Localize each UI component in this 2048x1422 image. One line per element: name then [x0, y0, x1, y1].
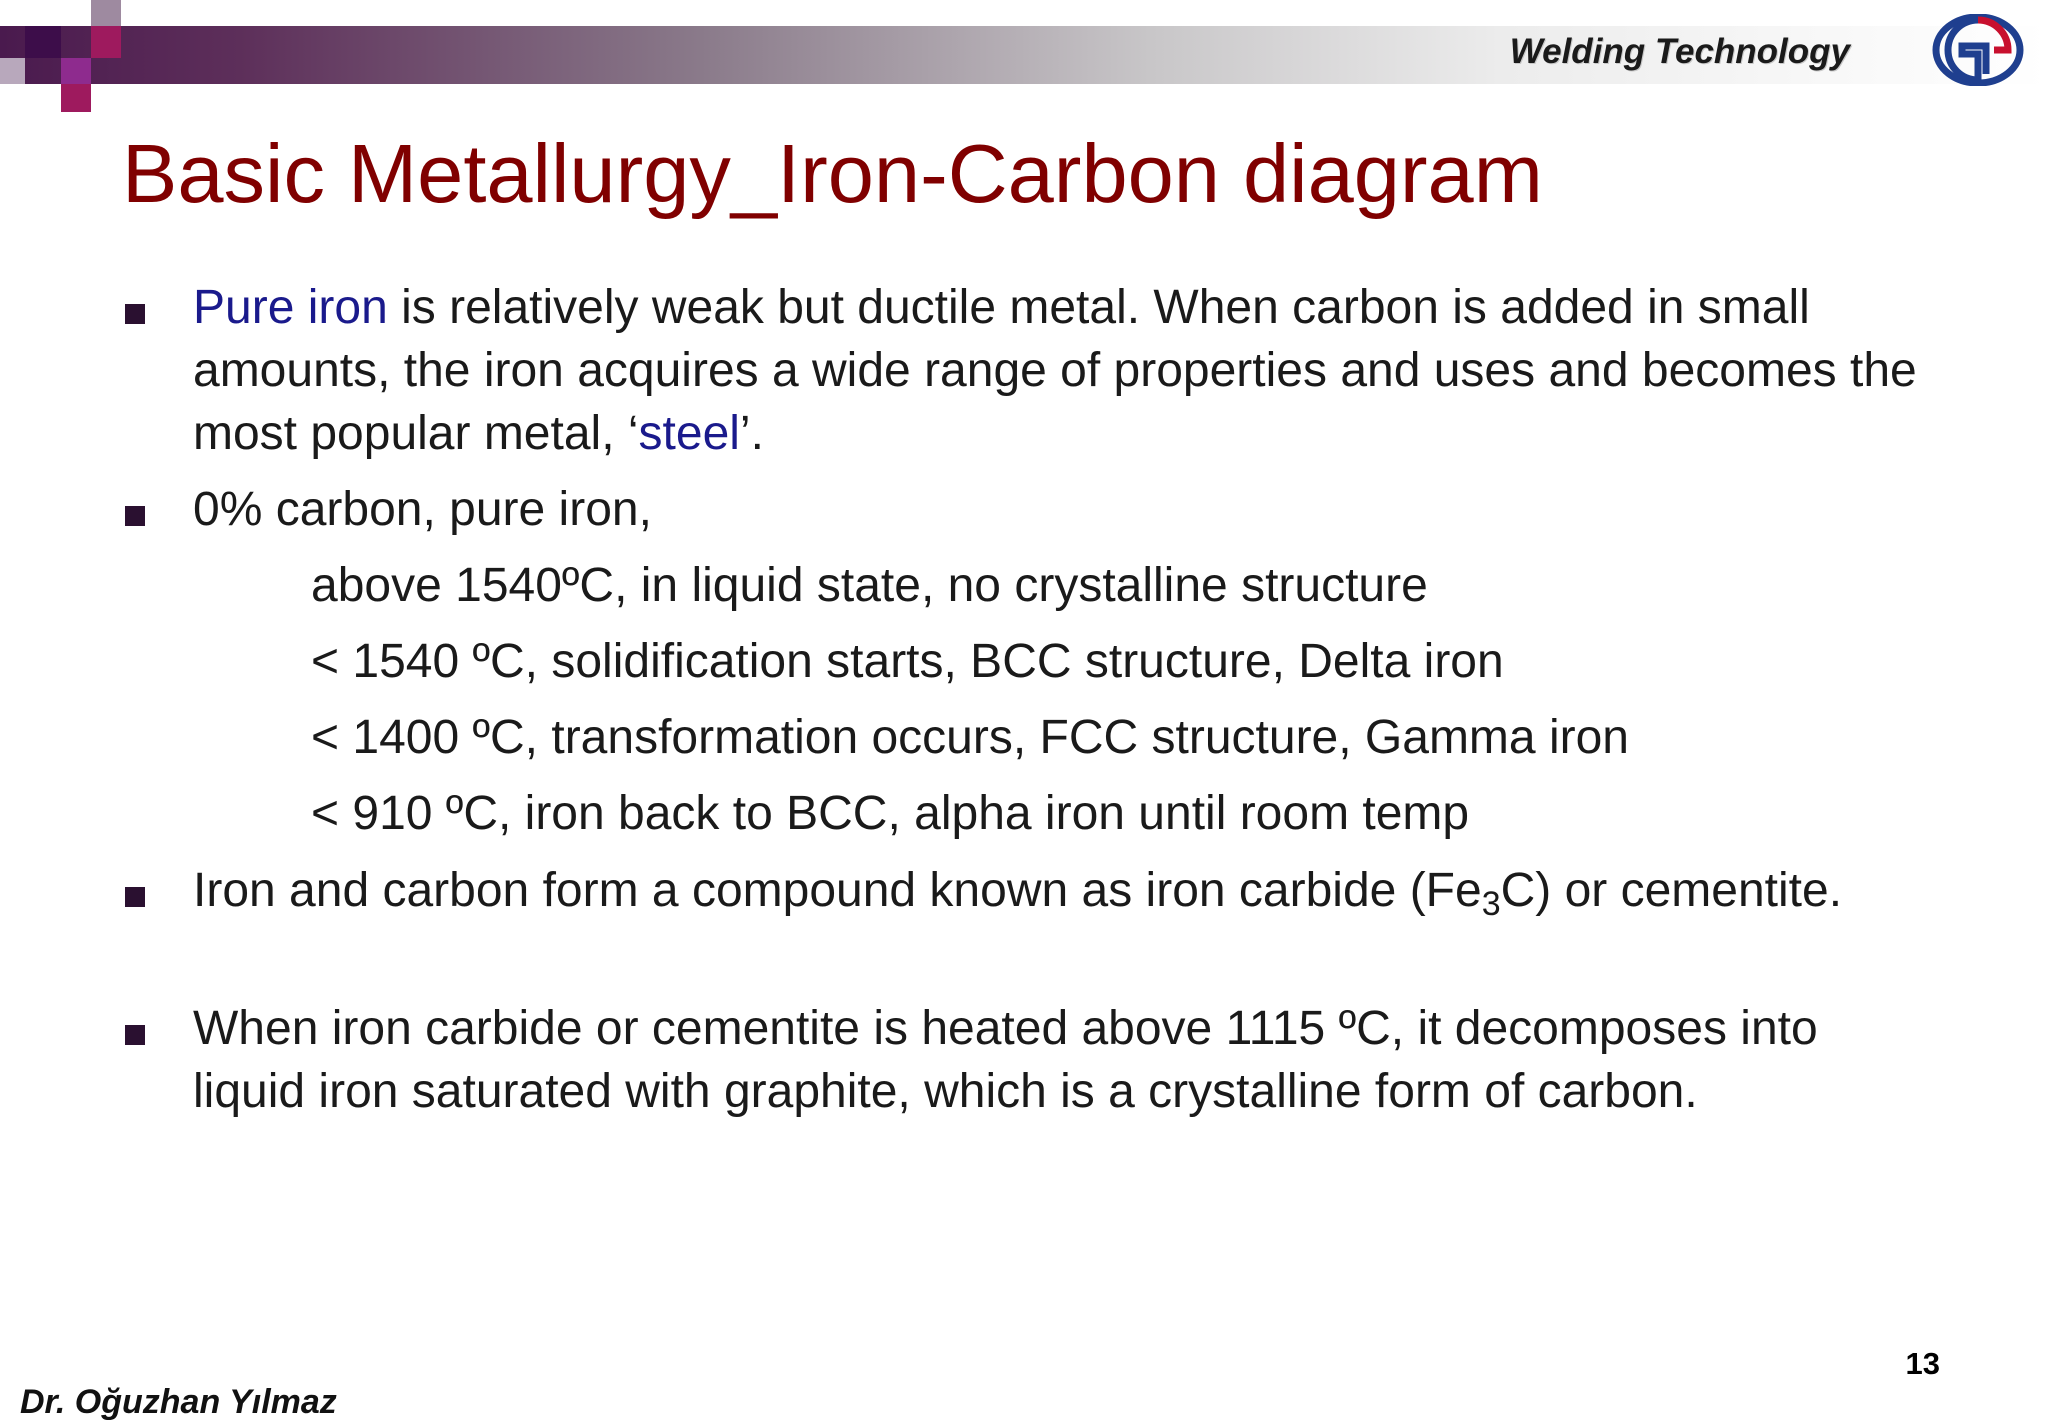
bullet-zero-carbon: 0% carbon, pure iron,: [193, 483, 652, 536]
highlight-pure-iron: Pure iron: [193, 281, 388, 334]
sub-item-liquid: above 1540ºC, in liquid state, no crystalline structure: [311, 559, 1428, 612]
bullet-text: C) or cementite.: [1500, 864, 1843, 917]
course-title: Welding Technology: [1509, 32, 1850, 71]
sub-item-alpha-iron: < 910 ºC, iron back to BCC, alpha iron until room temp: [311, 787, 1470, 840]
sub-item-delta-iron: < 1540 ºC, solidification starts, BCC structure, Delta iron: [311, 635, 1504, 688]
highlight-steel: steel: [638, 407, 740, 460]
bullet-decomposition: When iron carbide or cementite is heated above 1115 ºC, it decomposes into liquid iron saturated with graphite, which is a crystalline form of carbon.: [193, 1002, 1818, 1118]
subscript-3: 3: [1481, 885, 1501, 923]
slide-title: Basic Metallurgy_Iron-Carbon diagram: [122, 127, 1543, 220]
sub-item-gamma-iron: < 1400 ºC, transformation occurs, FCC structure, Gamma iron: [311, 711, 1629, 764]
bullet-text: is relatively weak but ductile metal. When carbon is added in small amounts, the iron acquires a wide range of properties and uses and becomes the most popular metal, ‘: [193, 281, 1917, 460]
bullet-marker: [125, 304, 145, 324]
bullet-pure-iron: [193, 276, 1943, 465]
bullet-marker: [125, 887, 145, 907]
bullet-text: Iron and carbon form a compound known as iron carbide (Fe: [193, 864, 1482, 917]
university-logo-icon: [1932, 14, 2024, 86]
bullet-iron-carbide: [193, 859, 1873, 922]
author-name: Dr. Oğuzhan Yılmaz: [20, 1383, 337, 1421]
bullet-text: ’.: [739, 407, 764, 460]
page-number: 13: [1905, 1346, 1940, 1381]
bullet-marker: [125, 506, 145, 526]
bullet-marker: [125, 1025, 145, 1045]
